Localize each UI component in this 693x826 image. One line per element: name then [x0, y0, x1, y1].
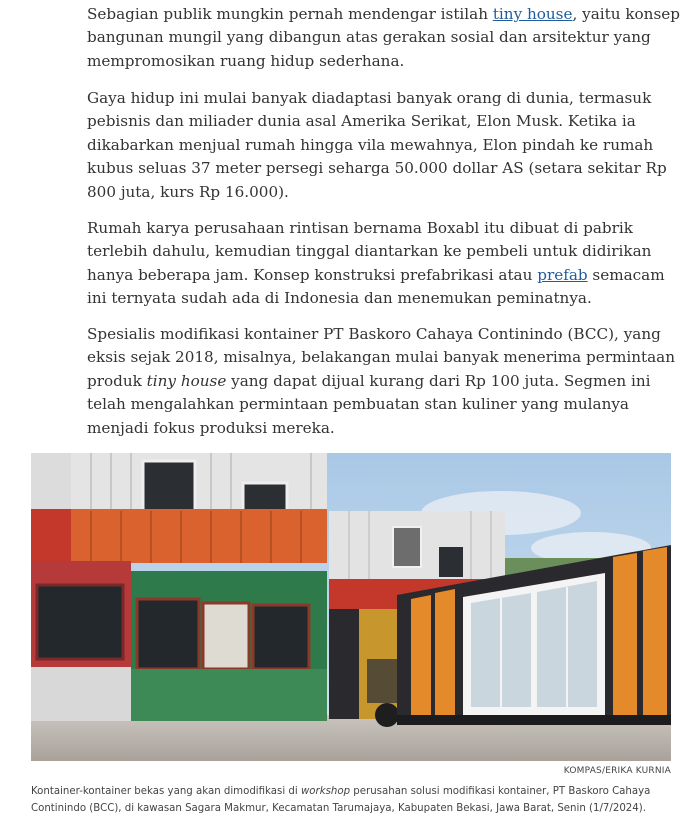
- text-run: Sebagian publik mungkin pernah mendengar istilah: [87, 5, 493, 23]
- paragraph-line: kubus seluas 37 meter persegi seharga 50.000 dollar AS (setara sekitar Rp: [87, 159, 667, 178]
- text-run: hanya beberapa jam. Konsep konstruksi prefabrikasi atau: [87, 265, 538, 284]
- text-run: semacam: [587, 265, 665, 284]
- tiny-house-link[interactable]: tiny house: [492, 5, 573, 23]
- paragraph-1: [87, 3, 680, 73]
- article-photo[interactable]: [31, 453, 671, 761]
- paragraph-line: Gaya hidup ini mulai banyak diadaptasi banyak orang di dunia, termasuk: [87, 89, 652, 107]
- paragraph-line: pebisnis dan miliader dunia asal Amerika Serikat, Elon Musk. Ketika ia: [87, 112, 636, 131]
- photo-caption: [31, 784, 676, 817]
- paragraph-line: bangunan mungil yang dibangun atas gerakan sosial dan arsitektur yang: [87, 28, 651, 47]
- paragraph-line: [87, 370, 651, 393]
- paragraph-line: terlebih dahulu, kemudian tinggal diantarkan ke pembeli untuk didirikan: [87, 242, 652, 261]
- paragraph-line: telah mengalahkan permintaan pembuatan stan kuliner yang mulanya: [87, 395, 629, 414]
- caption-line: Continindo (BCC), di kawasan Sagara Makmur, Kecamatan Tarumajaya, Kabupaten Bekasi, Jawa Barat, Senin (1/7/2024).: [31, 802, 646, 814]
- paragraph-line: menjadi fokus produksi mereka.: [87, 418, 335, 437]
- paragraph-line: 800 juta, kurs Rp 16.000).: [87, 182, 289, 201]
- paragraph-line: eksis sejak 2018, misalnya, belakangan mulai banyak menerima permintaan: [87, 348, 675, 367]
- paragraph-line: ini ternyata sudah ada di Indonesia dan menemukan peminatnya.: [87, 289, 592, 308]
- paragraph-line: dikabarkan menjual rumah hingga vila mewahnya, Elon pindah ke rumah: [87, 135, 654, 154]
- text-run: yang dapat dijual kurang dari Rp 100 juta. Segmen ini: [226, 371, 651, 390]
- text-run: Kontainer-kontainer bekas yang akan dimodifikasi di: [31, 786, 301, 797]
- paragraph-3: [87, 217, 665, 311]
- container-photo-illustration: [31, 453, 671, 761]
- caption-line: [31, 784, 676, 801]
- prefab-link[interactable]: prefab: [537, 265, 588, 284]
- paragraph-line: [87, 264, 665, 287]
- paragraph-line: Spesialis modifikasi kontainer PT Baskoro Cahaya Continindo (BCC), yang: [87, 325, 661, 343]
- paragraph-line: mempromosikan ruang hidup sederhana.: [87, 51, 405, 70]
- paragraph-line: [87, 3, 680, 26]
- text-run: produk: [87, 371, 147, 390]
- text-run: , yaitu konsep: [572, 5, 680, 23]
- text-run: perusahan solusi modifikasi kontainer, PT Baskoro Cahaya: [350, 786, 651, 797]
- paragraph-line: Rumah karya perusahaan rintisan bernama Boxabl itu dibuat di pabrik: [87, 219, 633, 237]
- photo-credit: KOMPAS/ERIKA KURNIA: [563, 766, 671, 776]
- paragraph-4: [87, 323, 675, 440]
- emphasis: tiny house: [146, 371, 227, 390]
- paragraph-2: [87, 87, 667, 204]
- emphasis: workshop: [300, 786, 351, 797]
